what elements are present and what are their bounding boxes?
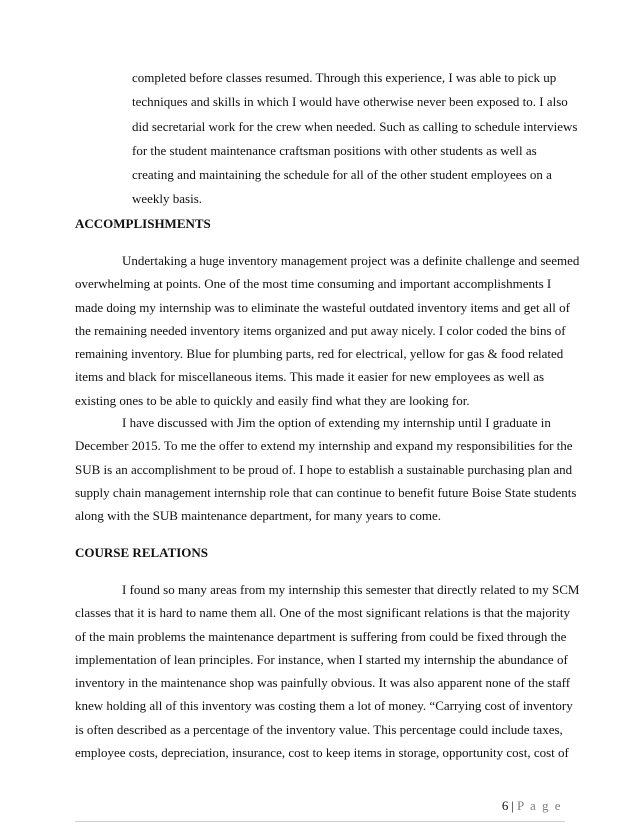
course-relations-heading: COURSE RELATIONS: [75, 545, 209, 560]
text-line: overwhelming at points. One of the most time consuming and important accomplishments I: [75, 276, 552, 292]
accomplishments-heading: ACCOMPLISHMENTS: [75, 216, 211, 231]
text-line: I found so many areas from my internship this semester that directly related to my SCM: [122, 582, 580, 597]
page-label: P a g e: [516, 798, 562, 813]
text-line: SUB is an accomplishment to be proud of. I hope to establish a sustainable purchasing plan and: [75, 461, 573, 477]
text-line: supply chain management internship role that can continue to benefit future Boise State students: [75, 484, 577, 500]
text-line: the remaining needed inventory items organized and put away nicely. I color coded the bins of: [75, 322, 566, 338]
text-line: completed before classes resumed. Through this experience, I was able to pick up: [132, 70, 557, 85]
footer-separator: |: [511, 798, 514, 813]
page-footer: [502, 798, 562, 814]
text-line: did secretarial work for the crew when needed. Such as calling to schedule interviews: [132, 118, 578, 134]
text-line: existing ones to be able to quickly and easily find what they are looking for.: [75, 392, 470, 408]
text-line: December 2015. To me the offer to extend my internship and expand my responsibilities for the: [75, 438, 573, 454]
text-line: made doing my internship was to eliminate the wasteful outdated inventory items and get all of: [75, 299, 570, 315]
text-line: inventory in the maintenance shop was painfully obvious. It was also apparent none of the staff: [75, 675, 571, 691]
text-line: Undertaking a huge inventory management project was a definite challenge and seemed: [122, 253, 580, 268]
text-line: along with the SUB maintenance department, for many years to come.: [75, 508, 442, 524]
text-line: items and black for miscellaneous items. This made it easier for new employees as well as: [75, 369, 545, 385]
accomplishments-paragraph-2: [75, 411, 577, 527]
text-line: employee costs, depreciation, insurance, cost to keep items in storage, opportunity cost, cost of: [75, 745, 569, 761]
text-line: implementation of lean principles. For instance, when I started my internship the abundance of: [75, 651, 568, 667]
text-line: classes that it is hard to name them all. One of the most significant relations is that the majority: [75, 605, 570, 621]
course-relations-paragraph-1: [75, 578, 580, 764]
text-line: knew holding all of this inventory was costing them a lot of money. “Carrying cost of inventory: [75, 698, 573, 714]
text-line: techniques and skills in which I would have otherwise never been exposed to. I also: [132, 94, 568, 110]
text-line: for the student maintenance craftsman positions with other students as well as: [132, 142, 537, 158]
footer-rule: [75, 821, 565, 822]
intro-indented-block: [132, 66, 578, 212]
text-line: I have discussed with Jim the option of extending my internship until I graduate in: [122, 415, 551, 430]
text-line: is often described as a percentage of the inventory value. This percentage could include taxes,: [75, 721, 563, 737]
text-line: weekly basis.: [132, 191, 203, 207]
page-number: 6: [501, 798, 509, 813]
text-line: creating and maintaining the schedule for all of the other student employees on a: [132, 167, 552, 183]
text-line: remaining inventory. Blue for plumbing parts, red for electrical, yellow for gas & food related: [75, 346, 564, 362]
text-line: of the main problems the maintenance department is suffering from could be fixed through the: [75, 628, 567, 644]
accomplishments-paragraph-1: [75, 249, 580, 412]
